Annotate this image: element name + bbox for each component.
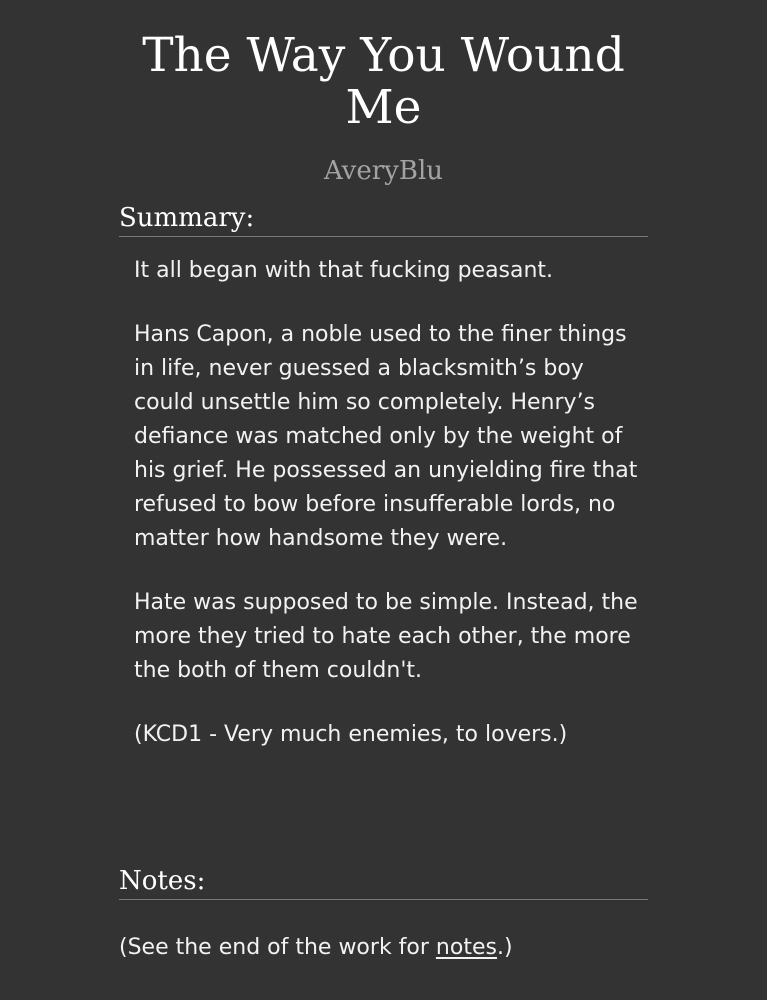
notes-link[interactable]: notes (435, 935, 497, 960)
summary-paragraph: Hans Capon, a noble used to the finer things in life, never guessed a blacksmith’s boy could unsettle him so completely. Henry’s defiance was matched only by the weight of his grief. He possessed an unyielding fire that refused to bow before insufferable lords, no matter how handsome they were. (134, 322, 638, 551)
author-byline[interactable]: AveryBlu (323, 156, 444, 186)
notes-text-after: .) (496, 935, 513, 960)
work-title: The Way You Wound Me (142, 28, 625, 135)
summary-paragraph: (KCD1 - Very much enemies, to lovers.) (134, 722, 568, 747)
summary-heading: Summary: (119, 201, 648, 237)
notes-text-before: (See the end of the work for (119, 935, 436, 960)
notes-text (119, 931, 649, 965)
summary-block (134, 254, 644, 782)
summary-paragraph: It all began with that fucking peasant. (134, 258, 554, 283)
summary-paragraph: Hate was supposed to be simple. Instead, the more they tried to hate each other, the more the both of them couldn't. (134, 590, 638, 683)
notes-heading: Notes: (119, 864, 648, 900)
